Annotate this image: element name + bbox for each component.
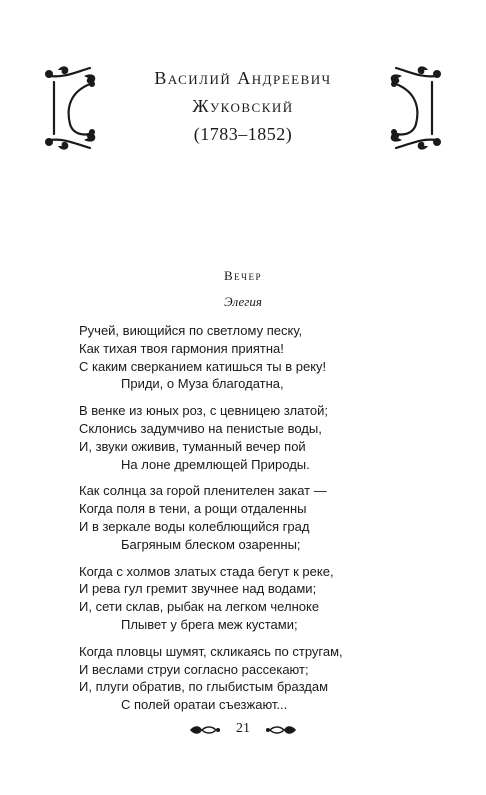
- poem-line: И в зеркале воды колеблющийся град: [79, 518, 310, 534]
- stanza: [79, 482, 419, 553]
- poem-line: Как тихая твоя гармония приятна!: [79, 340, 284, 356]
- page-number: 21: [236, 721, 250, 736]
- poem-line: Приди, о Муза благодатна,: [121, 376, 284, 392]
- poem-line: В венке из юных роз, с цевницею златой;: [79, 403, 328, 419]
- poem-line: Когда с холмов златых стада бегут к реке,: [79, 563, 334, 579]
- poem-subtitle: Элегия: [224, 294, 262, 309]
- poem-line: И, плуги обратив, по глыбистым браздам: [79, 679, 329, 695]
- stanza: [79, 322, 419, 393]
- poem-title: Вечер: [223, 268, 263, 283]
- poem-line: Как солнца за горой пленителен закат —: [79, 483, 327, 499]
- poem-line: И, звуки оживив, туманный вечер пой: [79, 438, 306, 454]
- stanza: [79, 402, 419, 473]
- left-corner-ornament-icon: [40, 62, 102, 154]
- right-corner-ornament-icon: [384, 62, 446, 154]
- author-surname-line: Жуковский: [192, 96, 294, 116]
- poem-line: Ручей, виющийся по светлому песку,: [79, 323, 303, 338]
- stanza: [79, 643, 419, 714]
- poem-line: Когда пловцы шумят, скликаясь по стругам,: [79, 643, 343, 659]
- poem-line: Когда поля в тени, а рощи отдаленны: [79, 501, 307, 517]
- poem-line: Багряным блеском озаренны;: [121, 536, 301, 552]
- poem-line: И, сети склав, рыбак на легком челноке: [79, 599, 320, 615]
- poem-line: Плывет у брега меж кустами;: [121, 616, 298, 632]
- page-footer: [0, 718, 486, 742]
- poem-line: С каким сверканием катишься ты в реку!: [79, 358, 327, 374]
- footer-right-ornament-icon: [264, 722, 298, 738]
- stanza: [79, 563, 419, 634]
- poem-line: Склонись задумчиво на пенистые воды,: [79, 420, 322, 436]
- author-years: (1783–1852): [193, 124, 293, 144]
- poem-line: С полей оратаи съезжают...: [121, 697, 288, 713]
- poem-line: На лоне дремлющей Природы.: [121, 456, 310, 472]
- poem-line: И веслами струи согласно рассекают;: [79, 661, 309, 677]
- poem-body: [79, 322, 419, 723]
- author-name-line: Василий Андреевич: [154, 68, 332, 88]
- poem-line: И рева гул гремит звучнее над водами;: [79, 581, 317, 597]
